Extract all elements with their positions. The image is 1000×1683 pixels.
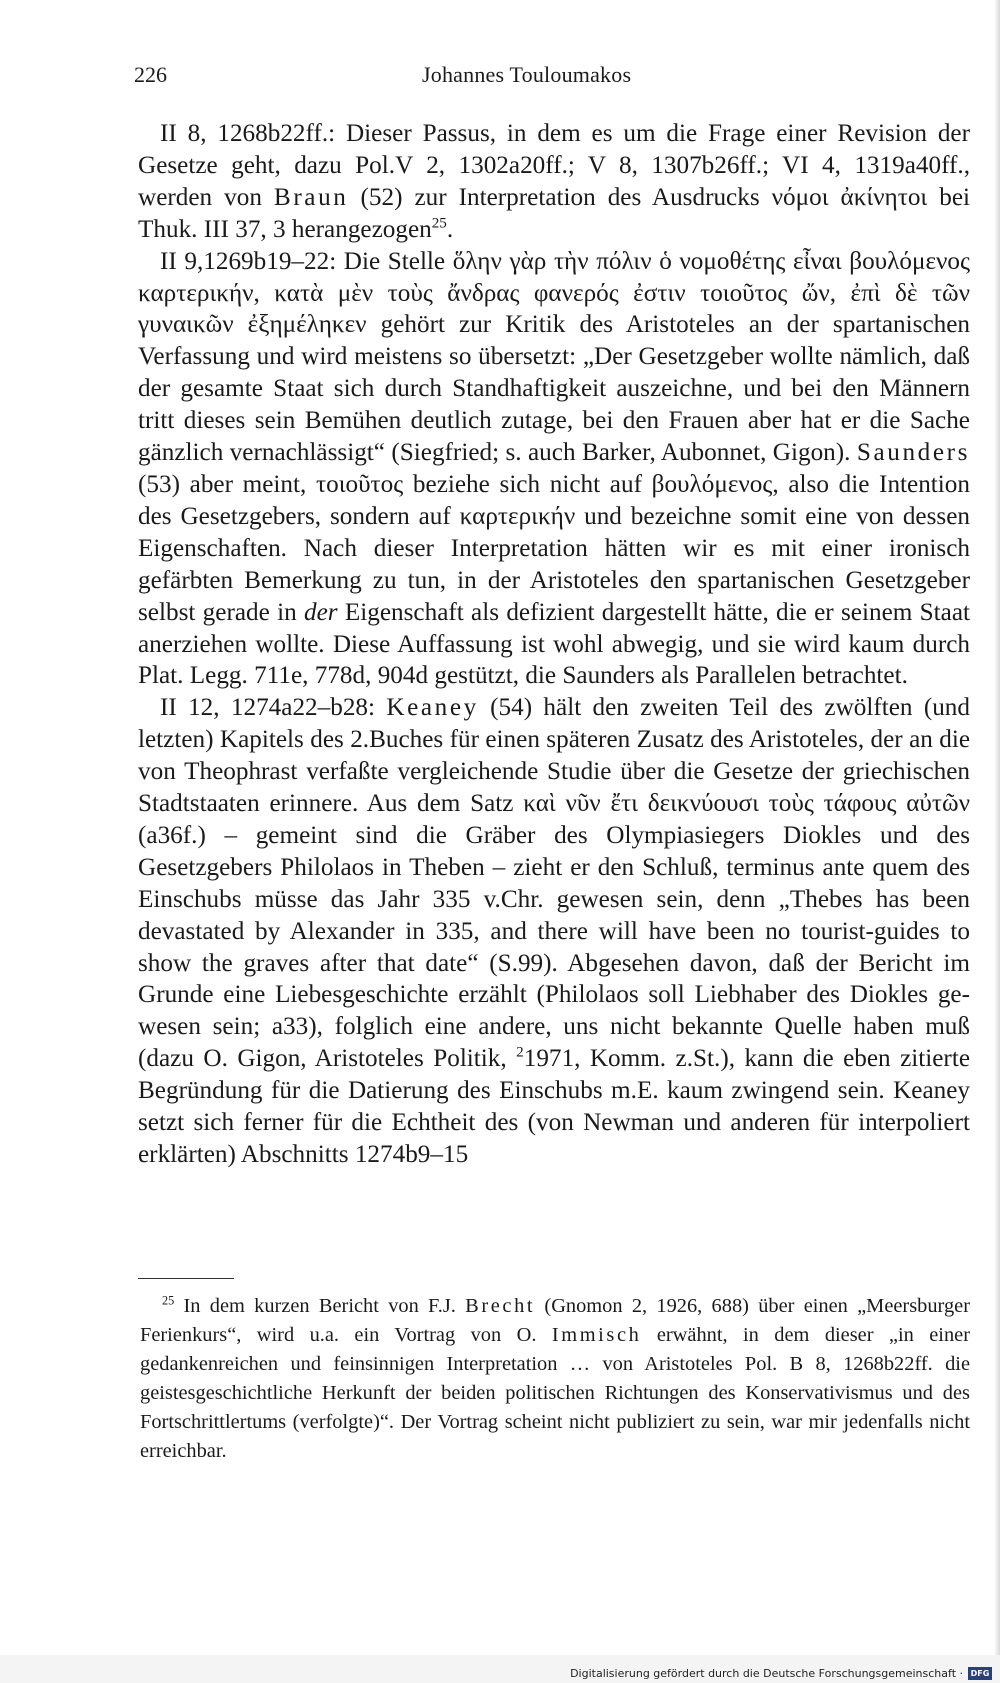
text-run: Brecht bbox=[465, 1295, 536, 1317]
page-edge-shadow bbox=[994, 0, 1000, 1683]
running-head bbox=[134, 62, 934, 96]
text-run: II 12, 1274a22–b28: bbox=[160, 694, 387, 722]
paragraph-3 bbox=[138, 692, 970, 1171]
text-run: In dem kurzen Bericht von F.J. bbox=[174, 1295, 466, 1317]
text-run: (Gnomon 2, 1926, 688) über einen „Meersburger Ferienkurs“, wird u.a. ein Vortrag von O. bbox=[140, 1295, 970, 1346]
text-run: der bbox=[303, 598, 338, 626]
text-run: (54) hält den zweiten Teil des zwölften (und letzten) Kapitels des 2.Buches für einen späteren Zusatz des Aristoteles, der an die von Theophrast verfaßte vergleichende Studie über die Gesetze der griechischen Stadtstaaten erinnere. Aus dem Satz καὶ νῦν ἔτι δεικνύουσι τοὺς τάφους αὐτῶν (a36f.) – gemeint sind die Gräber des Olympiasiegers Diokles und des Gesetzgebers Philolaos in Theben – zieht er den Schluß, terminus ante quem des Einschubs müsse das Jahr 335 v.Chr. gewesen sein, denn „Thebes has been devastated by Alexander in 335, and there will have been no tourist-guides to show the graves after that date“ (S.99). Abgesehen davon, daß der Bericht im Grunde eine Liebesgeschichte erzählt (Philolaos soll Liebhaber des Diokles gewesen sein; a33), folglich eine andere, uns nicht bekannte Quelle haben muß (dazu O. Gigon, Aristoteles Politik, bbox=[138, 694, 970, 1073]
text-run: 1971, Komm. z.St.), kann die eben zitierte Begründung für die Datierung des Einschubs m.E. kaum zwingend sein. Keaney setzt sich ferner für die Echtheit des (von Newman und anderen für interpoliert erklärten) Abschnitts 1274b9–15 bbox=[138, 1045, 970, 1168]
text-run: . bbox=[446, 215, 454, 243]
text-run: Eigenschaft als defizient dargestellt hätte, die er seinem Staat anerziehen wollte. Diese Auffassung ist wohl abwegig, und sie wird kaum durch Plat. Legg. 711e, 778d, 904d gestützt, die Saunders als Parallelen betrachtet. bbox=[138, 598, 970, 690]
text-run: (53) aber meint, τοιοῦτος beziehe sich nicht auf βουλόμενος, also die Intention des Gesetzgebers, sondern auf καρτερικήν und bezeichne somit eine von dessen Eigenschaften. Nach dieser Interpretation hätten wir es mit einer ironisch gefärbten Bemerkung zu tun, in der Aristoteles den spartanischen Gesetzgeber selbst gerade in bbox=[138, 470, 970, 626]
footnote-25 bbox=[140, 1292, 970, 1466]
footnote-divider bbox=[138, 1278, 234, 1279]
footnote-marker: 2 bbox=[516, 1044, 524, 1061]
dfg-logo-icon: DFG bbox=[968, 1667, 992, 1680]
text-run: (52) zur Interpretation des Ausdrucks νόμοι ἀκίνητοι bei Thuk. III 37, 3 herangezogen bbox=[138, 183, 970, 243]
footnote-marker: 25 bbox=[162, 1293, 175, 1308]
main-text bbox=[138, 118, 970, 1171]
footnote-marker: 25 bbox=[431, 215, 447, 232]
page-number: 226 bbox=[134, 62, 167, 87]
text-run: erwähnt, in dem dieser „in einer gedankenreichen und feinsinnigen Interpretation … von Aristoteles Pol. B 8, 1268b22ff. die geistesgeschichtliche Herkunft der beiden politischen Richtungen des Konservativismus und des Fortschrittlertums (verfolgte)“. Der Vortrag scheint nicht publiziert zu sein, war mir jedenfalls nicht erreichbar. bbox=[140, 1324, 971, 1462]
text-run: Braun bbox=[273, 183, 349, 211]
text-run: II 9,1269b19–22: Die Stelle ὅλην γὰρ τὴν πόλιν ὁ νομοθέτης εἶναι βουλόμενος καρτερικήν, κατὰ μὲν τοὺς ἄνδρας φανερός ἐστιν τοιοῦτος ὤν, ἐπὶ δὲ τῶν γυναικῶν ἐξημέληκεν gehört zur Kritik des Aristoteles an der spartanischen Verfassung und wird meistens so übersetzt: „Der Gesetzgeber wollte nämlich, daß der gesamte Staat sich durch Standhaftigkeit auszeichne, und bei den Männern tritt dieses sein Bemühen deutlich zutage, bei den Frauen aber hat er die Sache gänzlich vernachlässigt“ (Siegfried; s. auch Barker, Aubonnet, Gigon). bbox=[138, 247, 970, 467]
digitization-note bbox=[570, 1667, 992, 1681]
running-head-author: Johannes Touloumakos bbox=[422, 62, 632, 87]
digitization-text: Digitalisierung gefördert durch die Deutsche Forschungsgemeinschaft · bbox=[570, 1666, 963, 1680]
text-run: Immisch bbox=[551, 1324, 642, 1346]
text-run: Saunders bbox=[856, 439, 970, 467]
paragraph-2 bbox=[138, 246, 970, 693]
paragraph-1 bbox=[138, 118, 970, 246]
text-run: II 8, 1268b22ff.: Dieser Passus, in dem es um die Frage einer Revision der Gesetze geht, dazu Pol.V 2, 1302a20ff.; V 8, 1307b26ff.; VI 4, 1319a40ff., werden von bbox=[138, 120, 970, 211]
text-run: Keaney bbox=[386, 694, 479, 722]
